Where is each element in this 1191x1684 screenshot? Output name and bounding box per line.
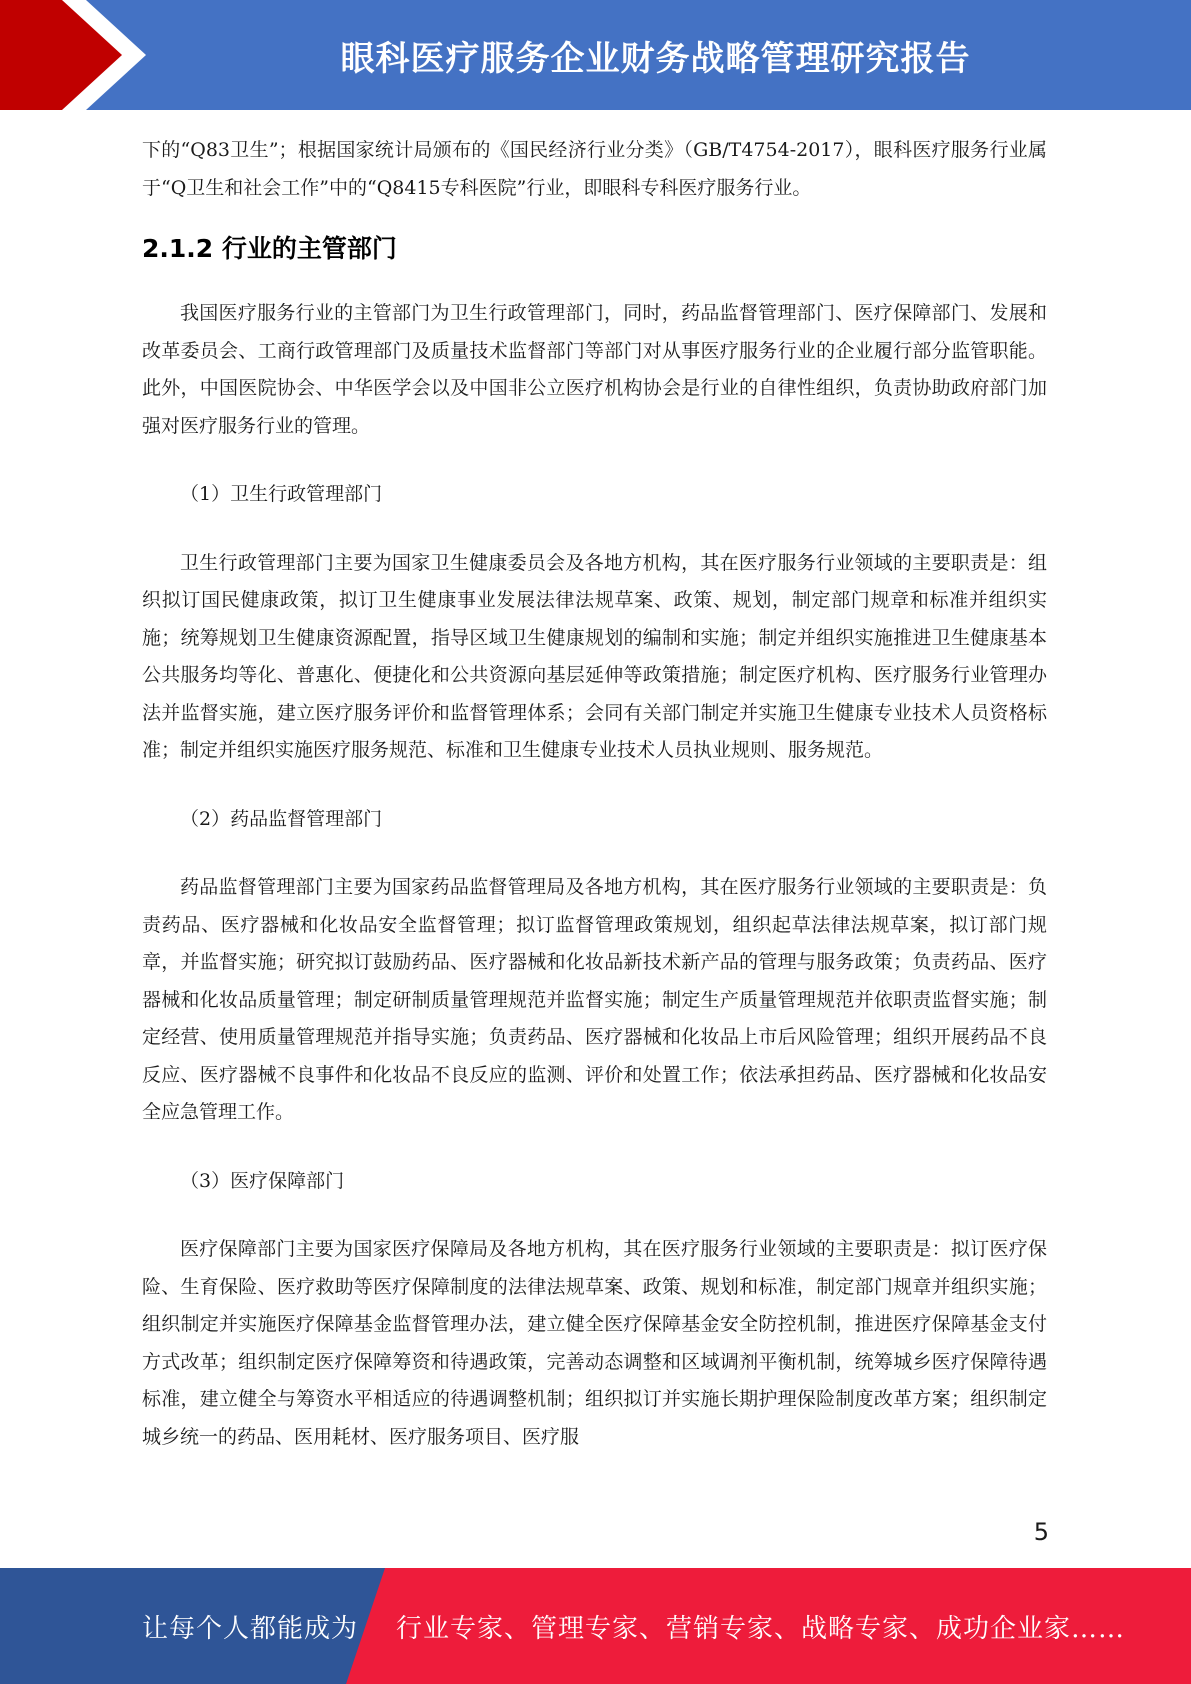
subsection-heading-health: （1）卫生行政管理部门 bbox=[180, 483, 383, 505]
footer-slogan-left: 让每个人都能成为 bbox=[142, 1613, 359, 1644]
footer-slogan-right: 行业专家、管理专家、营销专家、战略专家、成功企业家…… bbox=[396, 1613, 1126, 1644]
header-banner bbox=[0, 0, 1191, 110]
subsection-body-drug: 药品监督管理部门主要为国家药品监督管理局及各地方机构，其在医疗服务行业领域的主要职责是：负责药品、医疗器械和化妆品安全监督管理；拟订监督管理政策规划，组织起草法律法规草案，拟订部门规章，并监督实施；研究拟订鼓励药品、医疗器械和化妆品新技术新产品的管理与服务政策；负责药品、医疗器械和化妆品质量管理；制定研制质量管理规范并监督实施；制定生产质量管理规范并依职责监督实施；制定经营、使用质量管理规范并指导实施；负责药品、医疗器械和化妆品上市后风险管理；组织开展药品不良反应、医疗器械不良事件和化妆品不良反应的监测、评价和处置工作；依法承担药品、医疗器械和化妆品安全应急管理工作。 bbox=[142, 876, 1047, 1123]
subsection-heading-drug: （2）药品监督管理部门 bbox=[180, 807, 383, 830]
subsection-body-health: 卫生行政管理部门主要为国家卫生健康委员会及各地方机构，其在医疗服务行业领域的主要职责是：组织拟订国民健康政策，拟订卫生健康事业发展法律法规草案、政策、规划，制定部门规章和标准并组织实施；统筹规划卫生健康资源配置，指导区域卫生健康规划的编制和实施；制定并组织实施推进卫生健康基本公共服务均等化、普惠化、便捷化和公共资源向基层延伸等政策措施；制定医疗机构、医疗服务行业管理办法并监督实施，建立医疗服务评价和监督管理体系；会同有关部门制定并实施卫生健康专业技术人员资格标准；制定并组织实施医疗服务规范、标准和卫生健康专业技术人员执业规则、服务规范。 bbox=[142, 551, 1047, 761]
section-heading: 2.1.2 行业的主管部门 bbox=[142, 234, 397, 263]
footer-banner bbox=[0, 1568, 1191, 1684]
page-number: 5 bbox=[1033, 1518, 1049, 1546]
subsection-heading-insurance: （3）医疗保障部门 bbox=[180, 1169, 345, 1192]
report-title: 眼科医疗服务企业财务战略管理研究报告 bbox=[340, 38, 971, 79]
page-content bbox=[142, 132, 1047, 1456]
subsection-body-insurance: 医疗保障部门主要为国家医疗保障局及各地方机构，其在医疗服务行业领域的主要职责是：拟订医疗保险、生育保险、医疗救助等医疗保障制度的法律法规草案、政策、规划和标准，制定部门规章并组织实施；组织制定并实施医疗保障基金监督管理办法，建立健全医疗保障基金安全防控机制，推进医疗保障基金支付方式改革；组织制定医疗保障筹资和待遇政策，完善动态调整和区域调剂平衡机制，统筹城乡医疗保障待遇标准，建立健全与筹资水平相适应的待遇调整机制；组织拟订并实施长期护理保险制度改革方案；组织制定城乡统一的药品、医用耗材、医疗服务项目、医疗服 bbox=[142, 1238, 1047, 1448]
intro-paragraph: 下的“Q83卫生”；根据国家统计局颁布的《国民经济行业分类》（GB/T4754-2017），眼科医疗服务行业属于“Q卫生和社会工作”中的“Q8415专科医院”行业，即眼科专科医疗服务行业。 bbox=[142, 139, 1047, 199]
header-arrow-decoration bbox=[0, 0, 160, 110]
section-intro-paragraph: 我国医疗服务行业的主管部门为卫生行政管理部门，同时，药品监督管理部门、医疗保障部门、发展和改革委员会、工商行政管理部门及质量技术监督部门等部门对从事医疗服务行业的企业履行部分监管职能。此外，中国医院协会、中华医学会以及中国非公立医疗机构协会是行业的自律性组织，负责协助政府部门加强对医疗服务行业的管理。 bbox=[142, 302, 1047, 437]
